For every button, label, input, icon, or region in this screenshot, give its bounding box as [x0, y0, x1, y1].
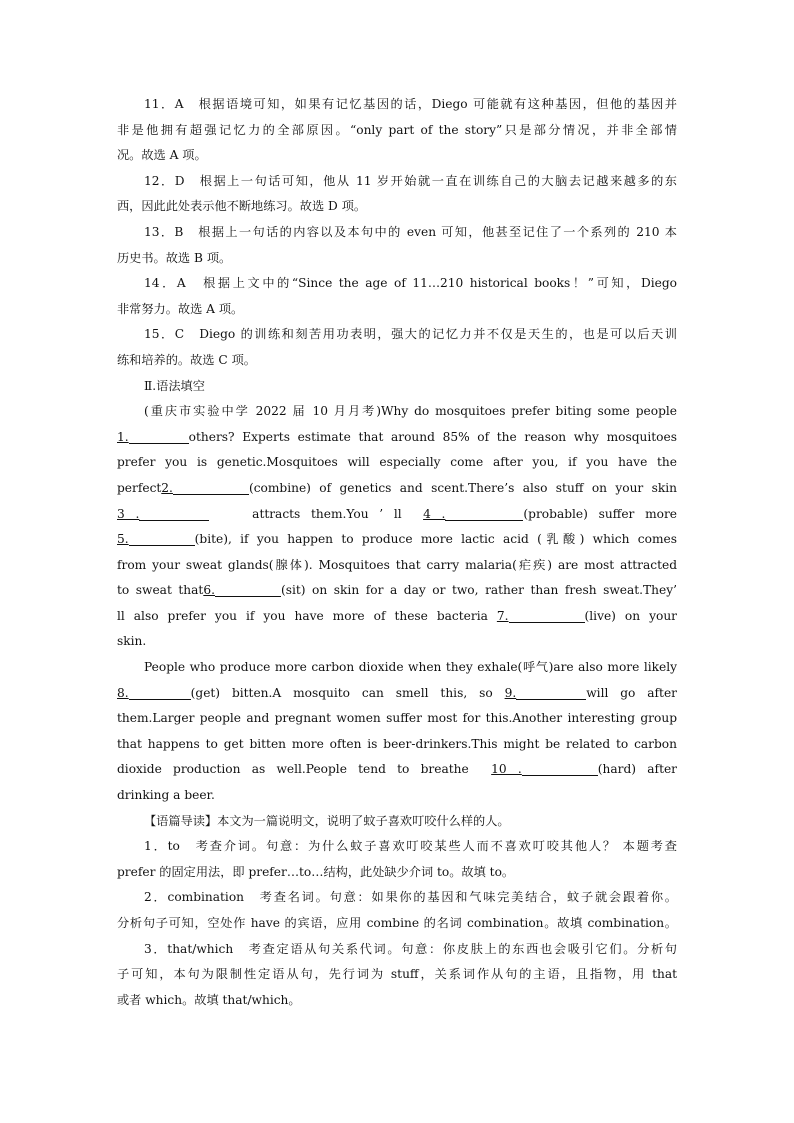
answer-14-line1: 14．A 根据上文中的“Since the age of 11…210 historical books！”可知，Diego: [144, 276, 677, 291]
blank-label-5: 5.: [117, 532, 129, 547]
grammar-answer-2-line2: 分析句子可知，空处作 have 的宾语，应用 combine 的名词 combination。故填 combination。: [117, 916, 677, 930]
blank-label-6: 6.: [203, 583, 215, 598]
blank-4[interactable]: [445, 505, 523, 521]
passage-source: (重庆市实验中学 2022 届 10 月月考): [144, 404, 382, 419]
passage-line: that happens to get bitten more often is beer-drinkers.This might be related to carbon: [117, 736, 677, 751]
passage-line: 5. (bite), if you happen to produce more lactic acid (乳酸) which comes: [117, 532, 677, 547]
answer-15-line2: 练和培养的。故选 C 项。: [117, 352, 256, 367]
passage-line: dioxide production as well.People tend to breathe 10 . (hard) after: [117, 762, 677, 777]
grammar-answer-3-line3: 或者 which。故填 that/which。: [117, 992, 301, 1007]
passage-line: 3 . attracts them.You ’ ll 4 . (probable) suffer more: [117, 506, 678, 521]
passage-line: skin.: [117, 634, 147, 649]
guide-text: 【语篇导读】本文为一篇说明文，说明了蚊子喜欢叮咬什么样的人。: [144, 813, 510, 828]
document-page: [117, 92, 677, 1013]
passage-line: 8. (get) bitten.A mosquito can smell this, so 9. will go after: [117, 685, 677, 700]
blank-2[interactable]: [173, 479, 249, 495]
answer-11-line1: 11．A 根据语境可知，如果有记忆基因的话，Diego 可能就有这种基因，但他的基因并: [144, 97, 677, 111]
grammar-answer-1-line1: 1．to 考查介词。句意：为什么蚊子喜欢叮咬某些人而不喜欢叮咬其他人？ 本题考查: [144, 839, 677, 854]
passage-line: People who produce more carbon dioxide when they exhale(呼气)are also more likely: [144, 660, 677, 675]
passage-line: ll also prefer you if you have more of these bacteria 7. (live) on your: [117, 608, 677, 623]
blank-8[interactable]: [129, 684, 191, 700]
answer-12-line2: 西，因此此处表示他不断地练习。故选 D 项。: [117, 199, 367, 214]
answer-11-line2: 非是他拥有超强记忆力的全部原因。“only part of the story”只是部分情况，并非全部情: [117, 122, 677, 137]
passage-line: (重庆市实验中学 2022 届 10 月月考)Why do mosquitoes prefer biting some people: [144, 404, 677, 419]
passage-line: from your sweat glands(腺体). Mosquitoes that carry malaria(疟疾) are most attracted: [117, 557, 677, 572]
blank-label-1: 1.: [117, 429, 129, 444]
passage-line: 1. others? Experts estimate that around 85% of the reason why mosquitoes: [117, 429, 677, 444]
blank-label-8: 8.: [117, 685, 129, 700]
answer-14-line2: 非常努力。故选 A 项。: [117, 301, 244, 316]
answer-15-line1: 15．C Diego 的训练和刻苦用功表明，强大的记忆力并不仅是天生的，也是可以后天训: [144, 327, 677, 342]
grammar-answer-1-line2: prefer 的固定用法，即 prefer…to…结构，此处缺少介词 to。故填 to。: [117, 864, 515, 879]
blank-label-7: 7.: [496, 608, 509, 623]
answer-12-line1: 12．D 根据上一句话可知，他从 11 岁开始就一直在训练自己的大脑去记越来越多的东: [144, 173, 677, 188]
passage-line: perfect2. (combine) of genetics and scent.There’s also stuff on your skin: [117, 480, 677, 495]
blank-label-9: 9.: [504, 685, 517, 700]
blank-label-10: 10 .: [491, 762, 522, 777]
grammar-answer-3-line1: 3．that/which 考查定语从句关系代词。句意：你皮肤上的东西也会吸引它们。分析句: [144, 941, 677, 956]
answer-13-line1: 13．B 根据上一句话的内容以及本句中的 even 可知，他甚至记住了一个系列的 210 本: [144, 224, 677, 239]
section-title: Ⅱ.语法填空: [144, 378, 205, 393]
blank-6[interactable]: [215, 581, 281, 597]
blank-label-2: 2.: [161, 480, 173, 495]
grammar-answer-3-line2: 子可知，本句为限制性定语从句，先行词为 stuff，关系词作从句的主语，且指物，用 that: [117, 967, 677, 982]
passage-line: drinking a beer.: [117, 788, 215, 803]
blank-label-4: 4 .: [423, 506, 446, 521]
grammar-answer-2-line1: 2．combination 考查名词。句意：如果你的基因和气味完美结合，蚊子就会跟着你。: [144, 890, 677, 905]
answer-13-line2: 历史书。故选 B 项。: [117, 250, 232, 265]
blank-3[interactable]: [139, 505, 209, 521]
blank-5[interactable]: [129, 530, 195, 546]
blank-7[interactable]: [509, 607, 585, 623]
blank-9[interactable]: [516, 684, 586, 700]
passage-line: to sweat that6. (sit) on skin for a day or two, rather than fresh sweat.They’: [117, 583, 677, 598]
answer-11-line3: 况。故选 A 项。: [117, 148, 207, 163]
passage-line: prefer you is genetic.Mosquitoes will especially come after you, if you have the: [117, 455, 677, 470]
passage-line: them.Larger people and pregnant women suffer most for this.Another interesting group: [117, 711, 677, 726]
blank-10[interactable]: [522, 760, 598, 776]
blank-1[interactable]: [129, 428, 189, 444]
blank-label-3: 3 .: [117, 506, 140, 521]
